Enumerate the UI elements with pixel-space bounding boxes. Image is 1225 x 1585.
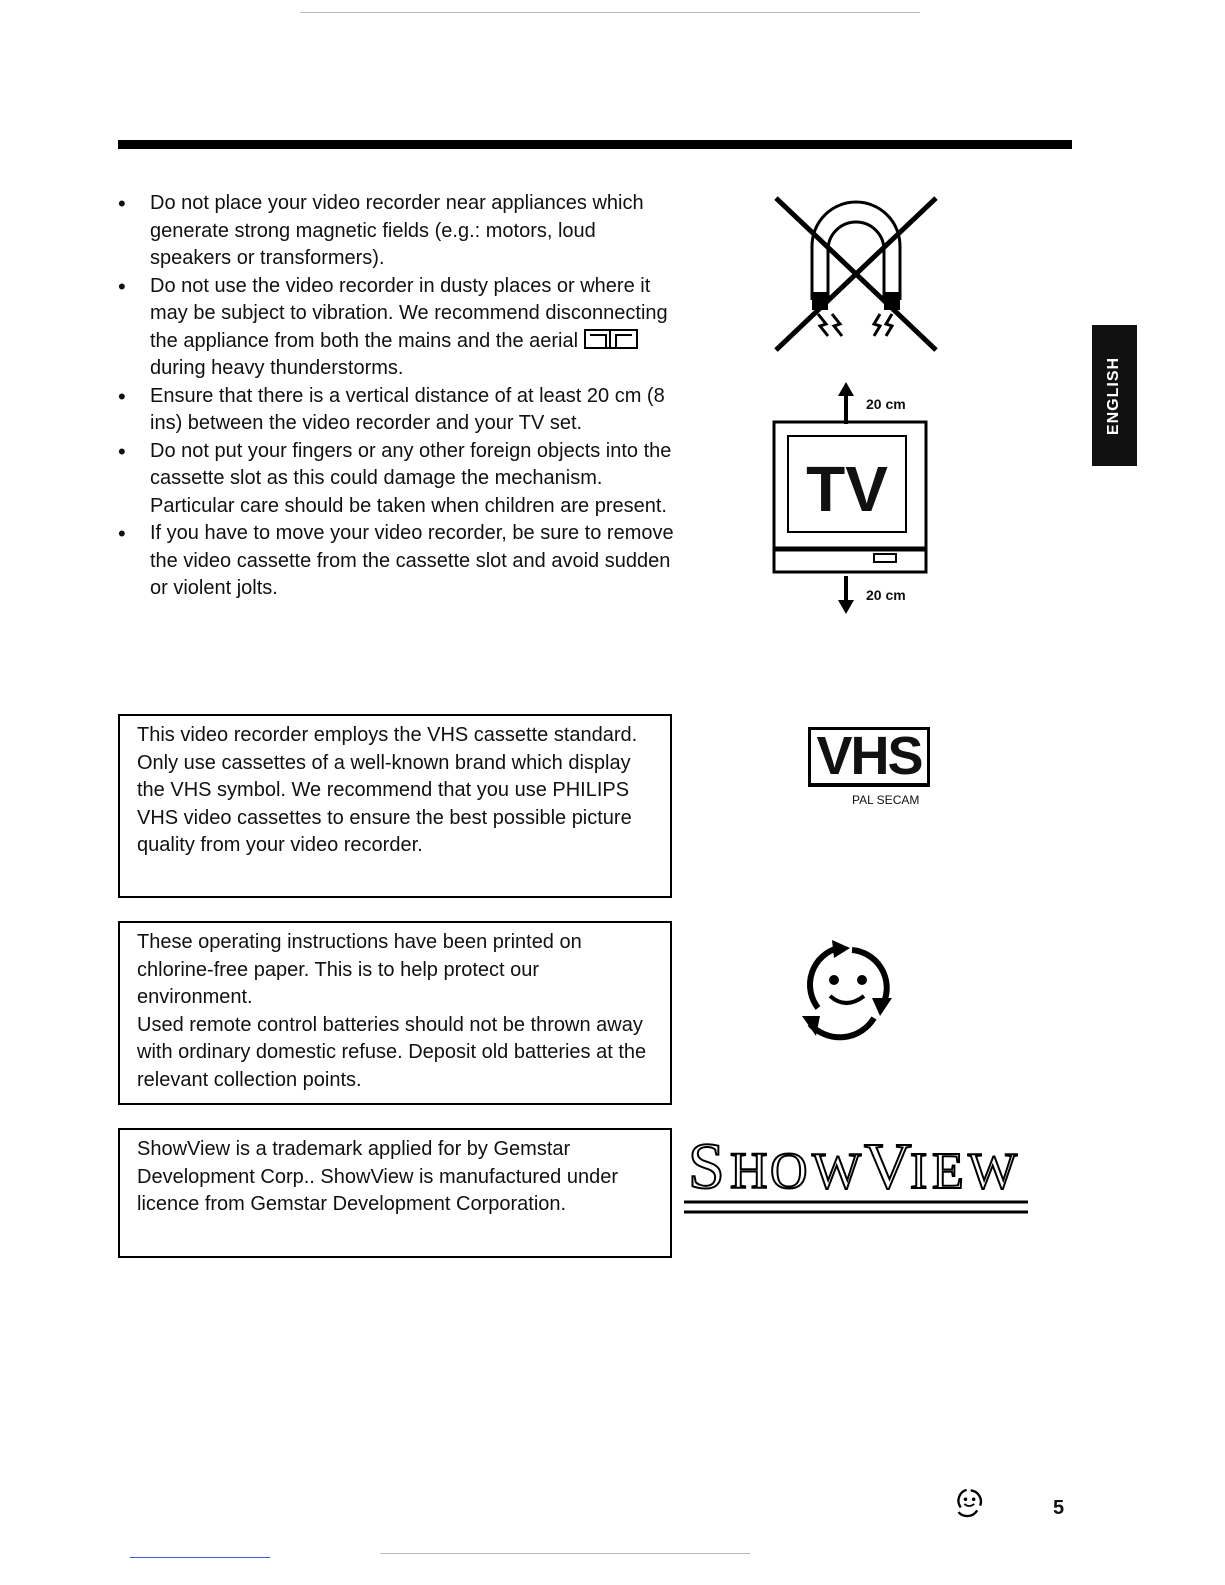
bullet-magnetic: • Do not place your video recorder near appliances which generate strong magnetic fields (e.g.: motors, loud speakers or transformers). xyxy=(118,190,678,273)
vhs-info-p2: Only use cassettes of a well-known brand which display the VHS symbol. We recommend that you use PHILIPS VHS video cassettes to ensure the best possible picture quality from your video recorder. xyxy=(137,751,632,856)
scan-artifact-bottom-2 xyxy=(380,1553,750,1554)
aerial-symbol-icon xyxy=(584,329,638,349)
bullet-distance: • Ensure that there is a vertical distance of at least 20 cm (8 ins) between the video recorder and your TV set. xyxy=(118,383,678,438)
bullet-move: • If you have to move your video recorder, be sure to remove the video cassette from the cassette slot and avoid sudden or violent jolts. xyxy=(118,520,678,603)
vhs-subtitle: PAL SECAM xyxy=(852,793,920,807)
svg-text:H: H xyxy=(730,1143,768,1200)
no-magnet-icon xyxy=(770,188,942,360)
bullet-dust-text: Do not use the video recorder in dusty places or where it may be subject to vibration. We recommend disconnecting the appliance from both the mains and the aerial xyxy=(150,274,668,352)
svg-text:W: W xyxy=(968,1143,1018,1200)
vhs-info-p1: This video recorder employs the VHS cassette standard. xyxy=(137,724,638,746)
bullet-dust xyxy=(118,273,678,383)
bullet-fingers: • Do not put your fingers or any other foreign objects into the cassette slot as this could damage the mechanism. Particular care should be taken when children are present. xyxy=(118,438,678,521)
distance-top-label: 20 cm xyxy=(866,396,906,412)
environment-info-box xyxy=(118,921,672,1105)
recycle-face-icon xyxy=(788,928,904,1044)
scan-artifact-top xyxy=(300,12,920,13)
showview-logo xyxy=(684,1128,1030,1220)
environment-info-p2: Used remote control batteries should not be thrown away with ordinary domestic refuse. Deposit old batteries at the relevant collection points. xyxy=(137,1013,647,1091)
showview-info-p1: ShowView is a trademark applied for by Gemstar Development Corp.. ShowView is manufactured under licence from Gemstar Development Corporation. xyxy=(137,1138,618,1215)
footer-recycle-face-icon xyxy=(952,1484,986,1518)
svg-text:E: E xyxy=(932,1143,964,1200)
vhs-logo: VHS xyxy=(808,727,930,787)
language-tab xyxy=(1092,325,1137,466)
scan-artifact-bottom xyxy=(130,1557,270,1558)
top-rule xyxy=(118,140,1072,149)
showview-info-box xyxy=(118,1128,672,1258)
language-tab-label: ENGLISH xyxy=(1105,356,1123,435)
svg-text:W: W xyxy=(812,1143,862,1200)
page-number: 5 xyxy=(1053,1497,1065,1519)
svg-text:I: I xyxy=(910,1143,928,1200)
environment-info-p1: These operating instructions have been printed on chlorine-free paper. This is to help protect our environment. xyxy=(137,931,582,1008)
svg-text:S: S xyxy=(688,1130,725,1203)
tv-label: TV xyxy=(806,453,888,525)
bullet-dust-text-end: during heavy thunderstorms. xyxy=(150,357,404,379)
safety-bullet-list xyxy=(118,190,678,603)
svg-text:V: V xyxy=(864,1130,912,1203)
vhs-info-box xyxy=(118,714,672,898)
svg-text:O: O xyxy=(770,1143,808,1200)
distance-bottom-label: 20 cm xyxy=(866,587,906,603)
